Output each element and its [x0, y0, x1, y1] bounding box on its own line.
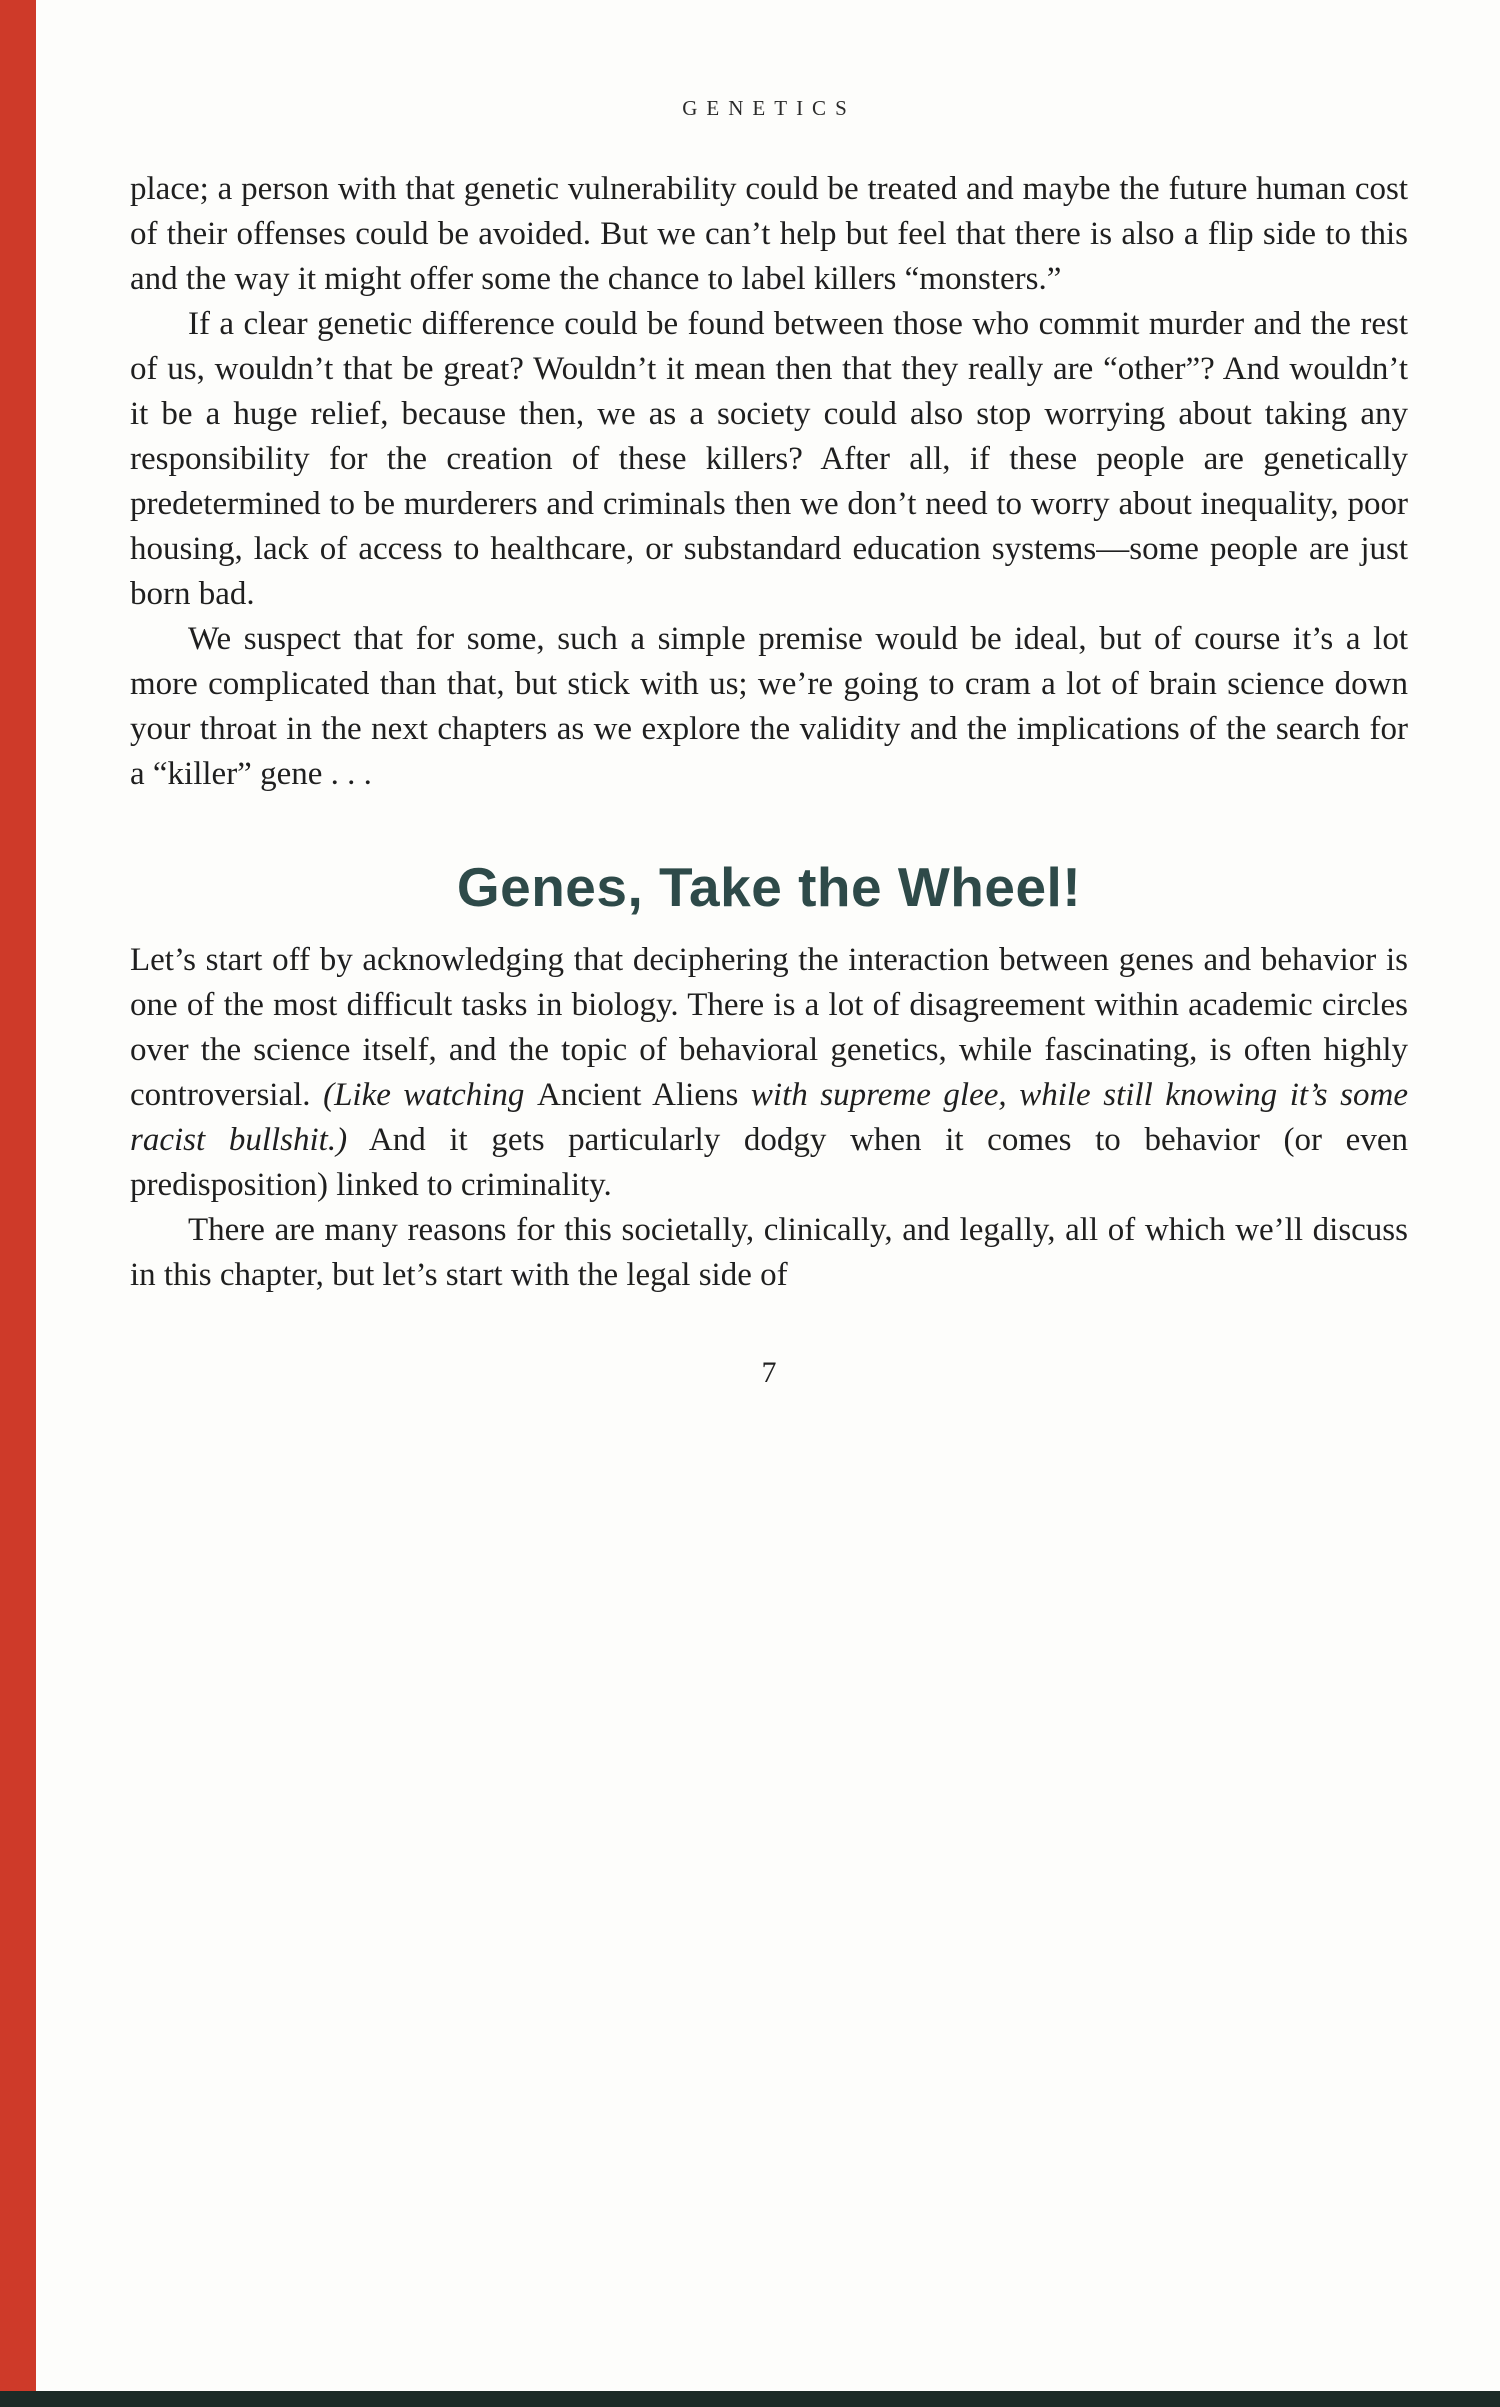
- book-spine-edge: [0, 0, 36, 2407]
- page-bottom-edge: [0, 2391, 1500, 2407]
- text-segment: (Like watching: [323, 1077, 537, 1113]
- text-segment: Let’s start off by acknowledging that deciphering the interaction between genes and behavior is one of the most difficult tasks in biology. There is a lot of disagreement within academic circles over the science itself, and the topic of behavioral genetics, while fascinating, is often highly controversial.: [130, 942, 1408, 1113]
- text-segment: There are many reasons for this societally, clinically, and legally, all of which we’ll discuss in this chapter, but let’s start with the legal side of: [130, 1212, 1408, 1293]
- page-number: 7: [761, 1356, 777, 1389]
- running-head: GENETICS: [682, 96, 856, 120]
- paragraph: [130, 302, 1408, 617]
- body-text: [130, 167, 1408, 1395]
- text-segment: We suspect that for some, such a simple premise would be ideal, but of course it’s a lot more complicated than that, but stick with us; we’re going to cram a lot of brain science down your throat in the next chapters as we explore the validity and the implications of the search for a “killer” gene . . .: [130, 621, 1408, 792]
- paragraph: [130, 1208, 1408, 1298]
- text-segment: with supreme glee, while still knowing it’s some racist bullshit.): [130, 1077, 1408, 1158]
- text-segment: If a clear genetic difference could be found between those who commit murder and the rest of us, wouldn’t that be great? Wouldn’t it mean then that they really are “other”? And wouldn’t it be a huge relief, because then, we as a society could also stop worrying about taking any responsibility for the creation of these killers? After all, if these people are genetically predetermined to be murderers and criminals then we don’t need to worry about inequality, poor housing, lack of access to healthcare, or substandard education systems—some people are just born bad.: [130, 306, 1408, 612]
- section-heading: Genes, Take the Wheel!: [456, 856, 1082, 918]
- text-segment: And it gets particularly dodgy when it comes to behavior (or even predisposition) linked to criminality.: [130, 1122, 1408, 1203]
- paragraph: [130, 167, 1408, 302]
- paragraph: [130, 617, 1408, 797]
- page-content: [130, 0, 1408, 1395]
- text-segment: Ancient Aliens: [536, 1077, 739, 1113]
- text-segment: place; a person with that genetic vulnerability could be treated and maybe the future human cost of their offenses could be avoided. But we can’t help but feel that there is also a flip side to this and the way it might offer some the chance to label killers “monsters.”: [130, 171, 1408, 297]
- paragraph: [130, 938, 1408, 1208]
